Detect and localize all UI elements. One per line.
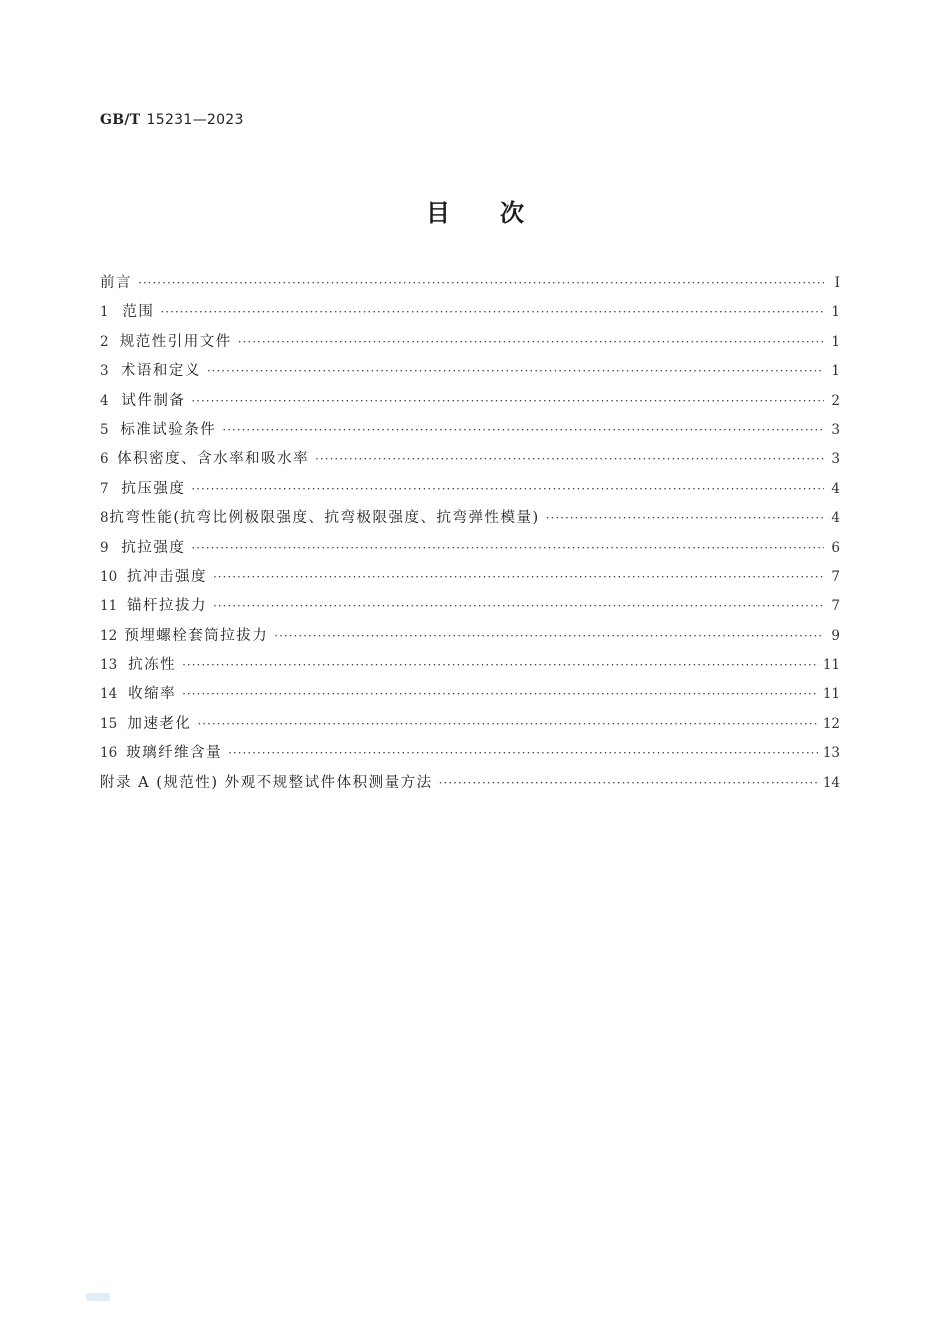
toc-entry[interactable] bbox=[100, 682, 840, 711]
toc-entry[interactable] bbox=[100, 536, 840, 565]
toc-entry-page: 11 bbox=[822, 686, 840, 703]
toc-entry-page: 9 bbox=[831, 627, 840, 644]
standard-number: 15231—2023 bbox=[146, 112, 244, 128]
toc-entry-label: 抗弯性能(抗弯比例极限强度、抗弯极限强度、抗弯弹性模量) bbox=[109, 510, 540, 527]
toc-entry-page: 3 bbox=[831, 451, 840, 468]
toc-dot-leader bbox=[207, 364, 824, 378]
toc-entry[interactable] bbox=[100, 447, 840, 476]
toc-entry[interactable] bbox=[100, 653, 840, 682]
toc-dot-leader bbox=[228, 746, 819, 760]
toc-entry[interactable] bbox=[100, 300, 840, 329]
toc-entry-number: 5 bbox=[100, 421, 109, 438]
toc-dot-leader bbox=[160, 305, 824, 319]
toc-entry[interactable] bbox=[100, 330, 840, 359]
toc-entry-label: 术语和定义 bbox=[120, 363, 201, 380]
toc-entry-page: 7 bbox=[831, 568, 840, 585]
toc-entry-label: 前言 bbox=[100, 275, 132, 291]
toc-entry-label: 试件制备 bbox=[121, 392, 186, 409]
toc-dot-leader bbox=[182, 687, 819, 701]
toc-entry-label: 预埋螺栓套筒拉拔力 bbox=[124, 627, 269, 644]
toc-entry-page: 13 bbox=[822, 745, 840, 762]
toc-entry-number: 14 bbox=[100, 686, 118, 703]
toc-entry-label: 标准试验条件 bbox=[120, 421, 217, 438]
toc-entry[interactable] bbox=[100, 477, 840, 506]
page-title: 目次 bbox=[426, 199, 574, 227]
toc-entry-page: Ⅰ bbox=[834, 275, 840, 291]
standard-prefix: GB/T bbox=[100, 112, 141, 128]
toc-entry[interactable] bbox=[100, 506, 840, 535]
toc-entry-number: 10 bbox=[100, 568, 118, 585]
toc-dot-leader bbox=[213, 599, 824, 613]
toc-entry-number: 11 bbox=[100, 598, 118, 615]
toc-entry-page: 11 bbox=[822, 657, 840, 674]
toc-entry[interactable] bbox=[100, 594, 840, 623]
toc-entry[interactable] bbox=[100, 271, 840, 300]
toc-entry-number: 6 bbox=[100, 451, 109, 468]
toc-entry-page: 1 bbox=[831, 304, 840, 321]
toc-entry-number: 3 bbox=[100, 363, 109, 380]
toc-entry-page: 2 bbox=[831, 392, 840, 409]
toc-entry[interactable] bbox=[100, 741, 840, 770]
toc-entry-label: 加速老化 bbox=[127, 715, 192, 732]
toc-dot-leader bbox=[182, 658, 819, 672]
toc-entry-number: 2 bbox=[100, 333, 109, 350]
toc-entry-page: 7 bbox=[831, 598, 840, 615]
toc-entry[interactable] bbox=[100, 389, 840, 418]
toc-entry-label: 抗冻性 bbox=[128, 657, 177, 674]
toc-entry-label: 规范性引用文件 bbox=[119, 333, 232, 350]
toc-dot-leader bbox=[213, 570, 824, 584]
toc-dot-leader bbox=[197, 717, 818, 731]
toc-entry-number: 1 bbox=[100, 304, 109, 321]
toc-entry-label: 玻璃纤维含量 bbox=[126, 745, 223, 762]
toc-entry-label: 范围 bbox=[122, 304, 155, 321]
toc-entry-number: 9 bbox=[100, 539, 109, 556]
toc-dot-leader bbox=[274, 629, 824, 643]
toc-entry-label: 抗冲击强度 bbox=[126, 568, 207, 585]
toc-entry-page: 14 bbox=[822, 774, 840, 791]
toc-entry-number: 7 bbox=[100, 480, 109, 497]
toc-entry-page: 4 bbox=[831, 480, 840, 497]
toc-entry-label: 锚杆拉拔力 bbox=[126, 598, 207, 615]
toc-entry[interactable] bbox=[100, 624, 840, 653]
toc-dot-leader bbox=[138, 276, 824, 290]
toc-dot-leader bbox=[191, 482, 824, 496]
toc-entry-label: 附录 A (规范性) 外观不规整试件体积测量方法 bbox=[100, 774, 433, 791]
toc-dot-leader bbox=[546, 511, 824, 525]
toc-entry-label: 体积密度、含水率和吸水率 bbox=[117, 451, 310, 468]
toc-dot-leader bbox=[238, 335, 824, 349]
toc-entry[interactable] bbox=[100, 418, 840, 447]
standard-code bbox=[100, 112, 244, 128]
toc-entry-number: 8 bbox=[100, 510, 109, 527]
toc-entry-number: 13 bbox=[100, 657, 118, 674]
toc-entry-page: 3 bbox=[831, 421, 840, 438]
toc-entry-label: 抗压强度 bbox=[121, 480, 186, 497]
toc-entry[interactable] bbox=[100, 771, 840, 800]
toc-entry-number: 15 bbox=[100, 715, 118, 732]
toc-dot-leader bbox=[315, 452, 824, 466]
toc-dot-leader bbox=[191, 394, 824, 408]
toc-entry-page: 1 bbox=[831, 363, 840, 380]
corner-mark bbox=[86, 1293, 110, 1301]
toc-dot-leader bbox=[191, 541, 824, 555]
toc-entry-page: 12 bbox=[822, 715, 840, 732]
toc-entry-label: 收缩率 bbox=[128, 686, 177, 703]
toc-entry-number: 4 bbox=[100, 392, 109, 409]
toc-dot-leader bbox=[439, 776, 819, 790]
toc-entry[interactable] bbox=[100, 712, 840, 741]
toc-entry-page: 4 bbox=[831, 510, 840, 527]
toc-entry-page: 6 bbox=[831, 539, 840, 556]
toc-entry-number: 12 bbox=[100, 627, 118, 644]
toc-entry-label: 抗拉强度 bbox=[121, 539, 186, 556]
table-of-contents bbox=[100, 271, 840, 800]
toc-entry[interactable] bbox=[100, 359, 840, 388]
toc-entry[interactable] bbox=[100, 565, 840, 594]
toc-entry-number: 16 bbox=[100, 745, 118, 762]
toc-entry-page: 1 bbox=[831, 333, 840, 350]
toc-dot-leader bbox=[222, 423, 824, 437]
